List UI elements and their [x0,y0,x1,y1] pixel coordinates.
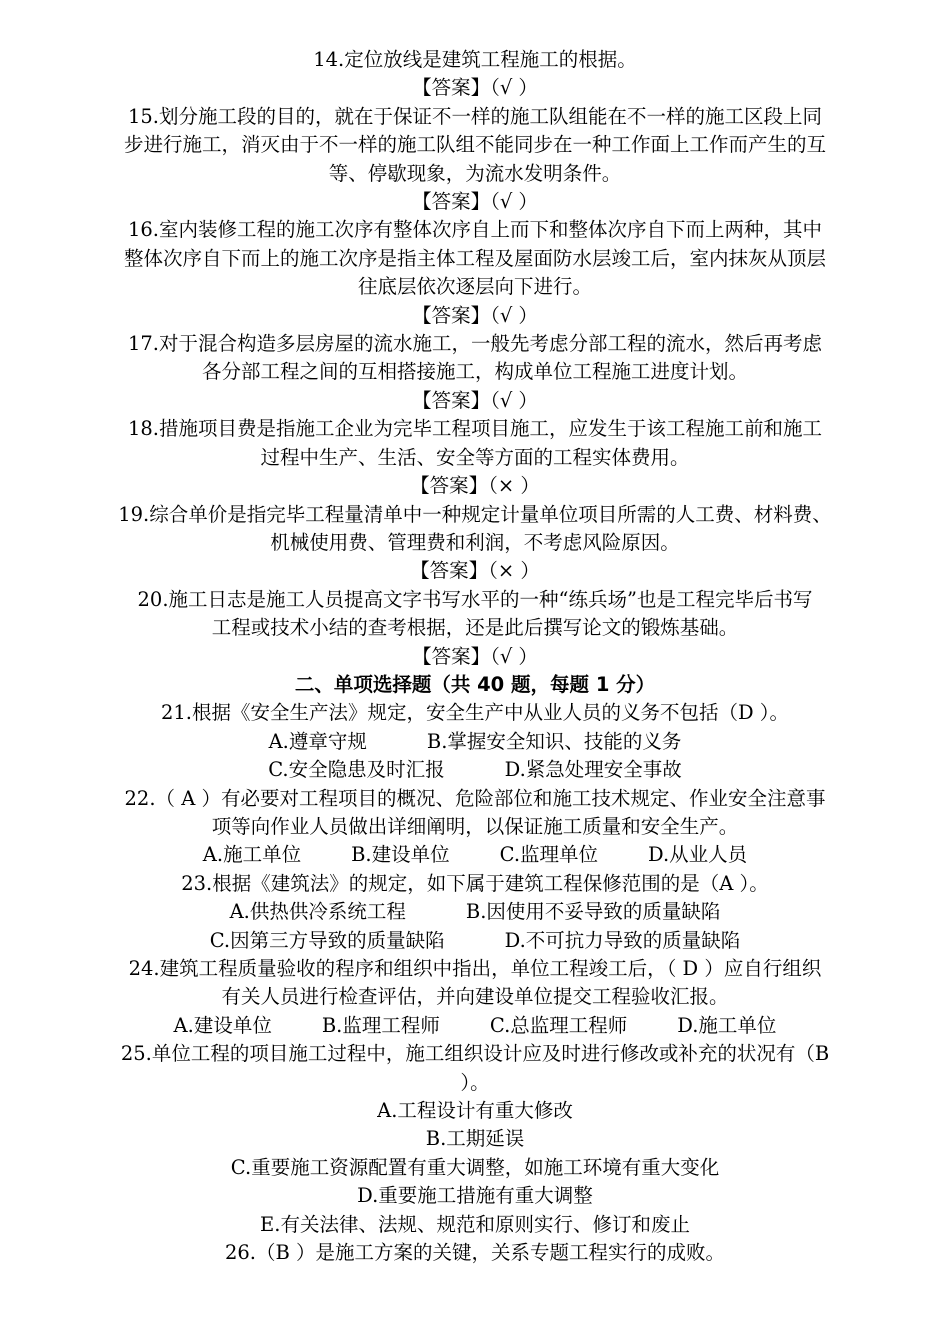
question-16-line-2: 整体次序自下而上的施工次序是指主体工程及屋面防水层竣工后，室内抹灰从顶层 [123,246,826,270]
question-25-line-2: ）。 [460,1070,490,1094]
question-14: 14.定位放线是建筑工程施工的根据。 [313,48,637,71]
option-d: D.从业人员 [648,843,748,867]
question-21: 21.根据《安全生产法》规定，安全生产中从业人员的义务不包括（D ）。 [160,701,790,725]
option-a: A.供热供冷系统工程 [229,900,406,924]
question-16-line-1: 16.室内装修工程的施工次序有整体次序自上而下和整体次序自下而上两种，其中 [127,218,822,242]
question-23-options-row-2 [70,927,880,955]
option-d: D.施工单位 [677,1013,777,1037]
question-16-line-3: 往底层依次逐层向下进行。 [357,275,592,299]
option-c: C.总监理工程师 [489,1013,628,1037]
question-23: 23.根据《建筑法》的规定，如下属于建筑工程保修范围的是（A ）。 [181,871,769,895]
question-26: 26.（B ）是施工方案的关键，关系专题工程实行的成败。 [224,1241,726,1265]
option-c: C.因第三方导致的质量缺陷 [209,928,445,952]
option-a: A.建设单位 [173,1013,272,1037]
option-b: B.监理工程师 [321,1013,440,1037]
question-17-line-2: 各分部工程之间的互相搭接施工，构成单位工程施工进度计划。 [201,360,748,384]
option-e: E.有关法律、法规、规范和原则实行、修订和废止 [260,1212,690,1236]
question-24-line-1: 24.建筑工程质量验收的程序和组织中指出，单位工程竣工后，（ D ）应自行组织 [128,957,822,980]
option-b: B.掌握安全知识、技能的义务 [426,729,682,753]
question-21-options-row-1 [70,728,880,756]
question-23-options-row-1 [70,898,880,926]
answer-14: 【答案】（√ ） [412,76,538,100]
question-17-line-1: 17.对于混合构造多层房屋的流水施工，一般先考虑分部工程的流水，然后再考虑 [127,332,822,356]
question-25-line-1: 25.单位工程的项目施工过程中，施工组织设计应及时进行修改或补充的状况有（B [120,1042,830,1066]
option-a: A.工程设计有重大修改 [377,1099,573,1123]
question-19-line-1: 19.综合单价是指完毕工程量清单中一种规定计量单位项目所需的人工费、材料费、 [118,502,832,526]
question-19-line-2: 机械使用费、管理费和利润，不考虑风险原因。 [270,530,680,554]
option-a: A.施工单位 [202,843,302,867]
question-22-options [70,841,880,869]
answer-19: 【答案】（× ） [410,559,540,583]
option-d: D.不可抗力导致的质量缺陷 [504,928,741,952]
question-20-line-2: 工程或技术小结的查考根据，还是此后撰写论文的锻炼基础。 [211,616,739,640]
option-a: A.遵章守规 [268,729,367,753]
answer-20: 【答案】（√ ） [412,644,538,668]
question-21-options-row-2 [70,756,880,784]
option-c: C.安全隐患及时汇报 [268,758,445,782]
option-b: B.因使用不妥导致的质量缺陷 [465,900,721,924]
question-18-line-2: 过程中生产、生活、安全等方面的工程实体费用。 [260,445,690,469]
question-22-line-2: 项等向作业人员做出详细阐明，以保证施工质量和安全生产。 [211,814,739,838]
question-24-line-2: 有关人员进行检查评估，并向建设单位提交工程验收汇报。 [221,985,729,1009]
question-20-line-1: 20.施工日志是施工人员提高文字书写水平的一种“练兵场”也是工程完毕后书写 [137,587,813,611]
question-22-line-1: 22.（ A ）有必要对工程项目的概况、危险部位和施工技术规定、作业安全注意事 [124,786,826,810]
question-15-line-1: 15.划分施工段的目的，就在于保证不一样的施工队组能在不一样的施工区段上同 [127,104,822,128]
answer-18: 【答案】（× ） [410,474,540,498]
question-18-line-1: 18.措施项目费是指施工企业为完毕工程项目施工，应发生于该工程施工前和施工 [127,417,822,441]
answer-16: 【答案】（√ ） [412,303,538,327]
option-d: D.重要施工措施有重大调整 [357,1184,593,1208]
option-b: B.建设单位 [351,843,450,867]
option-c: C.重要施工资源配置有重大调整，如施工环境有重大变化 [230,1155,720,1179]
answer-15: 【答案】（√ ） [412,190,538,214]
answer-17: 【答案】（√ ） [412,388,538,412]
section-heading: 二、单项选择题（共 40 题，每题 1 分） [294,672,656,696]
question-24-options [70,1012,880,1040]
option-d: D.紧急处理安全事故 [504,758,682,782]
option-b: B.工期延误 [425,1127,525,1151]
question-15-line-2: 步进行施工，消灭由于不一样的施工队组不能同步在一种工作面上工作而产生的互 [123,133,826,157]
question-15-line-3: 等、停歇现象，为流水发明条件。 [328,161,622,185]
option-c: C.监理单位 [499,843,599,867]
